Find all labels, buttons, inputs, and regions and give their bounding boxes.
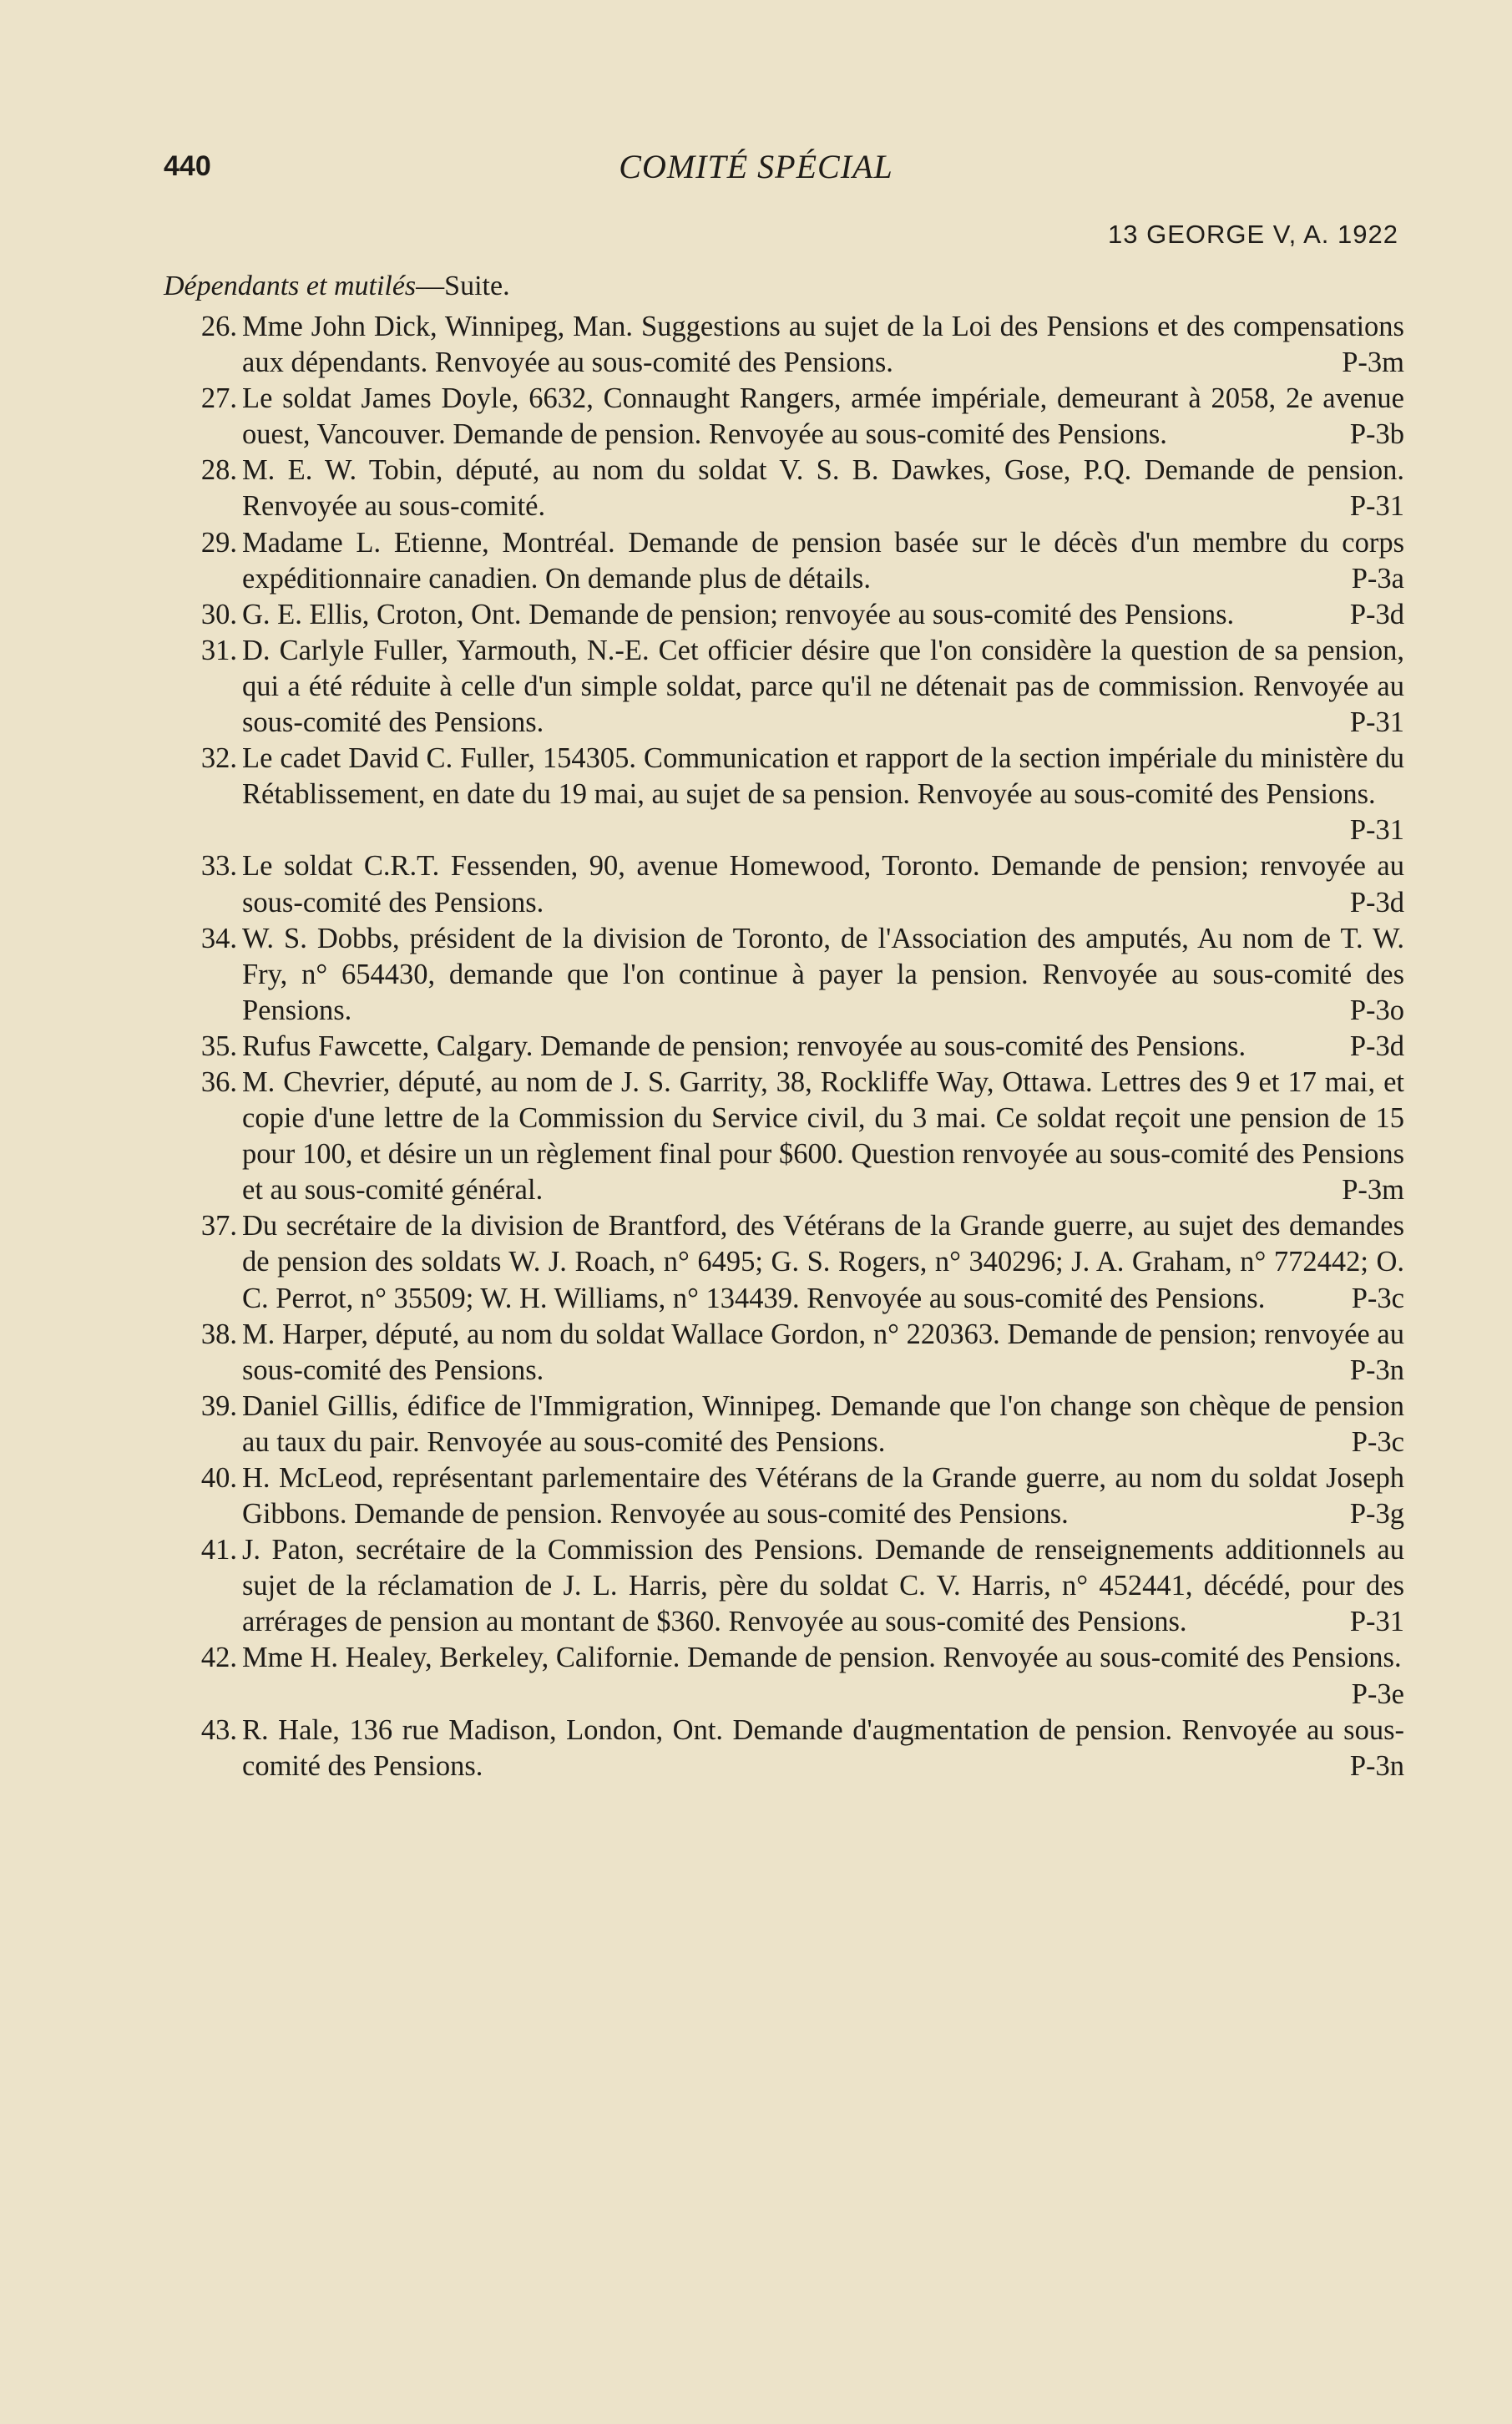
page-number: 440	[164, 150, 211, 182]
list-item	[200, 525, 1404, 597]
entry-text: J. Paton, secrétaire de la Commission des Pensions. Demande de renseignements additionnels au sujet de la réclamation de J. L. Harris, père du soldat C. V. Harris, n° 452441, décédé, pour des arrérages de pension au montant de $360. Renvoyée au sous-comité des Pensions.	[242, 1534, 1404, 1638]
entry-number: 32.	[200, 742, 237, 775]
list-item	[200, 1389, 1404, 1460]
entry-reference: P-3m	[1342, 347, 1404, 379]
list-item	[200, 1640, 1404, 1712]
list-item	[200, 1029, 1404, 1065]
list-item	[200, 309, 1404, 381]
entry-number: 35.	[200, 1030, 237, 1062]
list-item	[200, 1317, 1404, 1389]
entry-text: Mme John Dick, Winnipeg, Man. Suggestions au sujet de la Loi des Pensions et des compensations aux dépendants. Renvoyée au sous-comité des Pensions.	[242, 311, 1404, 379]
entry-reference: P-31	[1349, 814, 1404, 847]
entry-number: 37.	[200, 1210, 237, 1242]
list-item	[200, 633, 1404, 741]
entry-text: Le cadet David C. Fuller, 154305. Communication et rapport de la section impériale du ministère du Rétablissement, en date du 19 mai, au sujet de sa pension. Renvoyée au sous-comité des Pensions.	[242, 742, 1404, 811]
running-title: COMITÉ SPÉCIAL	[619, 148, 893, 185]
entry-text: Mme H. Healey, Berkeley, Californie. Demande de pension. Renvoyée au sous-comité des Pensions.	[242, 1642, 1402, 1674]
entry-list	[200, 309, 1404, 1784]
entry-reference: P-3b	[1349, 418, 1404, 451]
entry-reference: P-3d	[1349, 1030, 1404, 1062]
entry-reference: P-3c	[1351, 1425, 1404, 1458]
list-item	[200, 1713, 1404, 1784]
list-item	[200, 848, 1404, 920]
entry-text: Le soldat C.R.T. Fessenden, 90, avenue Homewood, Toronto. Demande de pension; renvoyée au sous-comité des Pensions.	[242, 850, 1404, 918]
entry-number: 34.	[200, 922, 237, 954]
entry-number: 31.	[200, 634, 237, 666]
entry-text: Rufus Fawcette, Calgary. Demande de pension; renvoyée au sous-comité des Pensions.	[242, 1030, 1247, 1062]
entry-text: H. McLeod, représentant parlementaire des Vétérans de la Grande guerre, au nom du soldat Joseph Gibbons. Demande de pension. Renvoyée au sous-comité des Pensions.	[242, 1462, 1404, 1531]
entry-reference: P-31	[1349, 490, 1404, 523]
entry-reference: P-3n	[1349, 1749, 1404, 1782]
entry-number: 39.	[200, 1389, 237, 1422]
entry-number: 41.	[200, 1534, 237, 1566]
entry-text: D. Carlyle Fuller, Yarmouth, N.-E. Cet officier désire que l'on considère la question de sa pension, qui a été réduite à celle d'un simple soldat, parce qu'il ne détenait pas de commission. Renvoyée au sous-comité des Pensions.	[242, 634, 1404, 739]
entry-number: 42.	[200, 1642, 237, 1674]
entry-number: 30.	[200, 598, 237, 630]
list-item	[200, 381, 1404, 453]
entry-number: 29.	[200, 526, 237, 559]
entry-text: Le soldat James Doyle, 6632, Connaught Rangers, armée impériale, demeurant à 2058, 2e avenue ouest, Vancouver. Demande de pension. Renvoyée au sous-comité des Pensions.	[242, 382, 1404, 451]
entry-number: 38.	[200, 1318, 237, 1350]
entry-reference: P-3o	[1349, 994, 1404, 1026]
entry-text: Madame L. Etienne, Montréal. Demande de pension basée sur le décès d'un membre du corps expéditionnaire canadien. On demande plus de détails.	[242, 526, 1404, 595]
list-item	[200, 1460, 1404, 1532]
entry-text: R. Hale, 136 rue Madison, London, Ont. Demande d'augmentation de pension. Renvoyée au sous-comité des Pensions.	[242, 1713, 1404, 1782]
entry-reference: P-3d	[1349, 598, 1404, 630]
entry-number: 26.	[200, 311, 237, 342]
section-title: Dépendants et mutilés	[164, 271, 417, 301]
session-line: 13 GEORGE V, A. 1922	[1108, 220, 1398, 249]
list-item	[200, 1065, 1404, 1208]
entry-reference: P-3a	[1351, 562, 1404, 595]
list-item	[200, 453, 1404, 524]
entry-reference: P-31	[1349, 706, 1404, 739]
entry-number: 36.	[200, 1065, 237, 1098]
section-heading	[164, 271, 510, 302]
entry-text: Du secrétaire de la division de Brantford, des Vétérans de la Grande guerre, au sujet des demandes de pension des soldats W. J. Roach, n° 6495; G. S. Rogers, n° 340296; J. A. Graham, n° 772442; O. C. Perrot, n° 35509; W. H. Williams, n° 134439. Renvoyée au sous-comité des Pensions.	[242, 1210, 1404, 1314]
entry-reference: P-3n	[1349, 1354, 1404, 1386]
list-item	[200, 1208, 1404, 1316]
entry-reference: P-3c	[1351, 1282, 1404, 1314]
entry-text: G. E. Ellis, Croton, Ont. Demande de pension; renvoyée au sous-comité des Pensions.	[242, 598, 1235, 630]
entry-number: 33.	[200, 850, 237, 883]
section-continuation: —Suite.	[416, 271, 510, 301]
entry-reference: P-3g	[1349, 1498, 1404, 1531]
entry-reference: P-3e	[1351, 1678, 1404, 1710]
entry-number: 43.	[200, 1713, 237, 1746]
entry-reference: P-3d	[1349, 886, 1404, 918]
entry-text: W. S. Dobbs, président de la division de Toronto, de l'Association des amputés, Au nom de T. W. Fry, n° 654430, demande que l'on continue à payer la pension. Renvoyée au sous-comité des Pensions.	[242, 922, 1404, 1026]
entry-text: M. Chevrier, député, au nom de J. S. Garrity, 38, Rockliffe Way, Ottawa. Lettres des 9 et 17 mai, et copie d'une lettre de la Commission du Service civil, du 3 mai. Ce soldat reçoit une pension de 15 pour 100, et désire un un règlement final pour $600. Question renvoyée au sous-comité des Pensions et au sous-comité général.	[242, 1065, 1404, 1207]
entry-number: 28.	[200, 454, 237, 487]
list-item	[200, 921, 1404, 1029]
entry-reference: P-3m	[1342, 1174, 1404, 1207]
list-item	[200, 1532, 1404, 1640]
entry-number: 27.	[200, 382, 237, 415]
list-item	[200, 741, 1404, 848]
entry-text: Daniel Gillis, édifice de l'Immigration, Winnipeg. Demande que l'on change son chèque de pension au taux du pair. Renvoyée au sous-comité des Pensions.	[242, 1389, 1404, 1458]
list-item	[200, 597, 1404, 633]
entry-text: M. Harper, député, au nom du soldat Wallace Gordon, n° 220363. Demande de pension; renvoyée au sous-comité des Pensions.	[242, 1318, 1404, 1386]
entry-text: M. E. W. Tobin, député, au nom du soldat V. S. B. Dawkes, Gose, P.Q. Demande de pension. Renvoyée au sous-comité.	[242, 454, 1404, 523]
entry-reference: P-31	[1349, 1606, 1404, 1638]
entry-number: 40.	[200, 1462, 237, 1494]
